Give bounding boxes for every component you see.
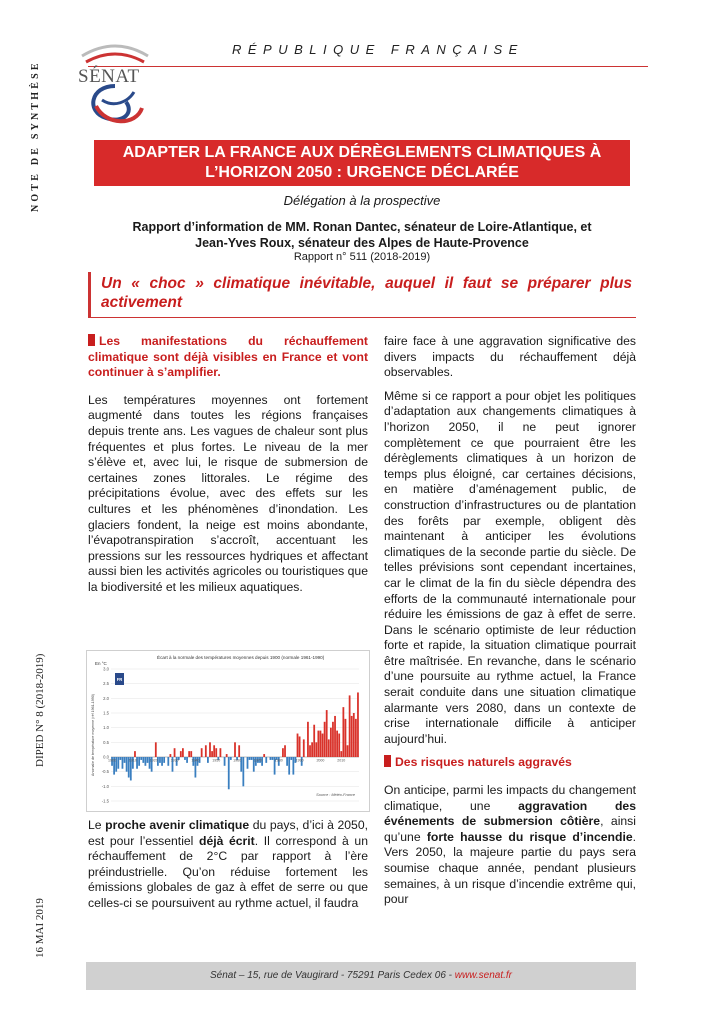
- left-column: [88, 334, 368, 604]
- y-tick-label: -1.0: [101, 783, 109, 789]
- chart-bar: [357, 692, 359, 757]
- chart-bar: [205, 745, 207, 757]
- chart-bar: [117, 757, 119, 769]
- y-tick-label: -1.5: [101, 798, 109, 804]
- x-tick-label: 1960: [233, 758, 242, 763]
- heading-text: Des risques naturels aggravés: [395, 755, 572, 770]
- chart-bar: [251, 757, 253, 760]
- y-tick-label: 1.0: [103, 725, 109, 731]
- y-tick-label: 2.0: [103, 695, 109, 701]
- paragraph-temperatures: Les températures moyennes ont fortement augmenté dans toutes les régions françaises depuis trente ans. Les vagues de chaleur sont plus fréquentes et plus fortes. Le niveau de la mer s’élève et, avec lui, le risque de submersion de certaines zones littorales. Le régime des précipitations évolue, avec des effets sur les cultures et les phénomènes d’inondation. Les glaciers fondent, la neige est moins abondante, l’évapotranspiration s’accroît, accentuant les pressions sur les ressources hydriques et affectant aussi bien les activités agricoles ou touristiques que la biodiversité et les milieux aquatiques.: [88, 392, 368, 594]
- chart-bar: [138, 757, 140, 766]
- x-tick-label: 1980: [274, 758, 283, 763]
- y-tick-label: 0.0: [103, 754, 109, 760]
- chart-bar: [347, 745, 349, 757]
- chart-title: Écart à la normale des températures moyennes depuis 1900 (normale 1961-1990): [157, 655, 325, 660]
- chart-bar: [142, 757, 144, 763]
- right-column: [384, 334, 636, 916]
- chart-bar: [336, 731, 338, 757]
- chart-bar: [328, 739, 330, 757]
- chart-bar: [228, 757, 230, 789]
- chart-bar: [338, 734, 340, 757]
- lead-statement: Un « choc » climatique inévitable, auquel il faut se préparer plus activement: [88, 272, 636, 318]
- heading-marker-icon: [384, 755, 391, 767]
- delegation-name: Délégation à la prospective: [283, 193, 441, 208]
- x-tick-label: 1990: [295, 758, 304, 763]
- chart-bar: [207, 757, 209, 763]
- x-tick-label: 1900: [108, 758, 117, 763]
- header-rule: [88, 66, 648, 67]
- senat-logo-text: SÉNAT: [78, 66, 140, 87]
- chart-bar: [134, 751, 136, 757]
- chart-unit: En °C: [95, 661, 107, 666]
- x-tick-label: 1940: [191, 758, 200, 763]
- note-de-synthese-label: NOTE DE SYNTHÈSE: [30, 60, 41, 212]
- chart-bar: [297, 734, 299, 757]
- y-tick-label: 3.0: [103, 666, 109, 672]
- chart-bar: [351, 716, 353, 757]
- chart-bar: [334, 716, 336, 757]
- text-run: . Vers 2050, la majeure partie du pays sera soumise chaque année, pendant plusieurs semaines, à un risque d’incendie extrême qui, pour: [384, 829, 636, 907]
- emphasis-submersion: aggravation des événements de submersion côtière: [384, 798, 636, 829]
- title-line-2: L’HORIZON 2050 : URGENCE DÉCLARÉE: [205, 164, 519, 181]
- chart-bar: [170, 754, 172, 757]
- chart-bar: [184, 757, 186, 760]
- emphasis-proche-avenir: proche avenir climatique: [105, 818, 250, 832]
- chart-bar: [188, 751, 190, 757]
- chart-bar: [272, 757, 274, 760]
- chart-bar: [345, 719, 347, 757]
- chart-bar: [182, 748, 184, 757]
- chart-bar: [332, 722, 334, 757]
- chart-bar: [211, 751, 213, 757]
- chart-bar: [144, 757, 146, 766]
- y-axis-label: Anomalie de température moyenne (réf 1961-1990): [91, 694, 95, 776]
- footer-address: Sénat – 15, rue de Vaugirard - 75291 Paris Cedex 06 -: [209, 970, 455, 981]
- heading-marker-icon: [88, 334, 95, 346]
- chart-bar: [311, 742, 313, 757]
- authors-block: [90, 219, 634, 251]
- chart-bar: [292, 757, 294, 775]
- chart-bar: [124, 757, 126, 763]
- paragraph-horizon: Même si ce rapport a pour objet les politiques d’adaptation aux changements climatiques à l’horizon 2050, il ne peut ignorer complètement ce que pourraient être les dérèglements climatiques à un horizon de temps plus éloigné, car certaines décisions, en matière d’aménagement public, de construction d’infrastructures ou de plantation des forêts par exemple, obligent dès maintenant à anticiper les évolutions climatiques de la seconde partie du siècle. De telles prévisions sont cependant incertaines, car le climat de la fin du siècle dépendra des efforts de la communauté internationale pour réduire les émissions de gaz à effet de serre. Dans le scénario optimiste de leur réduction forte et rapide, la situation climatique pourrait être maîtrisée. En revanche, dans le scénario d’une poursuite au rythme actuel, la France serait conduite dans une situation climatique alarmante vers 2080, dans un contexte de crise internationale difficile à anticiper aujourd’hui.: [384, 388, 636, 746]
- chart-canvas: [87, 651, 369, 811]
- chart-bar: [242, 757, 244, 786]
- chart-bar: [238, 745, 240, 757]
- chart-bar: [263, 754, 265, 757]
- text-run: . Il correspond à un réchauffement de 2°C par rapport à l’ère préindustrielle. Qu’on réduise fortement les émissions globales de gaz à effet de serre ou que celles-ci se poursuivent au rythme actuel, il faudra: [88, 833, 368, 910]
- chart-bar: [249, 757, 251, 760]
- chart-bar: [284, 745, 286, 757]
- chart-bar: [309, 745, 311, 757]
- title-line-1: ADAPTER LA FRANCE AUX DÉRÈGLEMENTS CLIMATIQUES À: [122, 144, 602, 161]
- chart-bar: [282, 748, 284, 757]
- chart-bar: [163, 757, 165, 763]
- chart-bar: [320, 731, 322, 757]
- chart-bar: [186, 757, 188, 763]
- x-tick-label: 1920: [149, 758, 158, 763]
- y-tick-label: -0.5: [101, 769, 109, 775]
- paragraph-risques: [384, 783, 636, 908]
- chart-bar: [324, 722, 326, 757]
- chart-bar: [140, 757, 142, 760]
- senat-logo: [76, 42, 154, 134]
- chart-bar: [286, 757, 288, 766]
- chart-bar: [234, 742, 236, 757]
- date-label: 16 MAI 2019: [34, 898, 46, 958]
- chart-bar: [226, 754, 228, 757]
- chart-bar: [299, 736, 301, 757]
- paragraph-aggravation: faire face à une aggravation significative des divers impacts du réchauffement déjà observables.: [384, 334, 636, 380]
- chart-bar: [265, 757, 267, 763]
- chart-bar: [355, 719, 357, 757]
- chart-bar: [322, 734, 324, 757]
- chart-bar: [119, 757, 121, 760]
- authors-line-1: Rapport d’information de MM. Ronan Dantec, sénateur de Loire-Atlantique, et: [132, 220, 592, 234]
- chart-bar: [349, 695, 351, 757]
- chart-bar: [167, 757, 169, 766]
- text-run: On anticipe, parmi les impacts du changement climatique, une: [384, 783, 636, 813]
- chart-bar: [180, 751, 182, 757]
- x-tick-label: 2010: [337, 758, 346, 763]
- left-column-continued: [88, 818, 368, 920]
- diped-label: DIPED N° 8 (2018-2019): [34, 653, 46, 767]
- chart-bar: [303, 739, 305, 757]
- x-tick-label: 1950: [212, 758, 221, 763]
- chart-bar: [201, 748, 203, 757]
- chart-bar: [340, 751, 342, 757]
- section-heading-manifestations: [88, 334, 368, 381]
- chart-bar: [326, 710, 328, 757]
- x-tick-label: 1930: [170, 758, 179, 763]
- fr-badge-label: FR: [116, 677, 123, 682]
- chart-bar: [213, 745, 215, 757]
- y-tick-label: 0.5: [103, 739, 109, 745]
- text-run: , ainsi qu’une: [384, 814, 636, 844]
- y-tick-label: 1.5: [103, 710, 109, 716]
- text-run: Le: [88, 818, 106, 832]
- heading-text: Les manifestations du réchauffement climatique sont déjà visibles en France et vont continuer à s’amplifier.: [88, 334, 368, 380]
- chart-bar: [174, 748, 176, 757]
- chart-bar: [220, 748, 222, 757]
- chart-bar: [190, 751, 192, 757]
- rapport-number: Rapport n° 511 (2018-2019): [293, 251, 431, 263]
- chart-bar: [224, 757, 226, 766]
- chart-bar: [155, 742, 157, 757]
- republique-francaise-header: [232, 42, 524, 57]
- title-banner: [94, 140, 630, 186]
- chart-bar: [315, 742, 317, 757]
- footer-website-link[interactable]: www.senat.fr: [454, 970, 513, 981]
- chart-bar: [159, 757, 161, 763]
- chart-bar: [330, 728, 332, 757]
- section-heading-risques: [384, 755, 636, 771]
- chart-bar: [270, 757, 272, 760]
- paragraph-proche-avenir: [88, 818, 368, 912]
- chart-bar: [122, 757, 124, 769]
- chart-bar: [290, 757, 292, 760]
- chart-bar: [126, 757, 128, 772]
- chart-bar: [215, 748, 217, 757]
- emphasis-incendie: forte hausse du risque d’incendie: [426, 829, 633, 844]
- chart-bar: [307, 722, 309, 757]
- chart-bar: [317, 731, 319, 757]
- chart-bar: [209, 742, 211, 757]
- footer-bar: [86, 962, 636, 990]
- text-run: du pays, d’ici à 2050, est pour l’essentiel: [88, 818, 368, 848]
- republique-text: RÉPUBLIQUE FRANÇAISE: [232, 42, 524, 57]
- x-tick-label: 1910: [128, 758, 137, 763]
- chart-bar: [247, 757, 249, 769]
- chart-bar: [342, 707, 344, 757]
- senat-logo-icon: [76, 42, 154, 134]
- y-tick-label: 2.5: [103, 681, 109, 687]
- chart-bar: [161, 757, 163, 766]
- x-tick-label: 1970: [253, 758, 262, 763]
- emphasis-deja-ecrit: déjà écrit: [199, 833, 255, 848]
- temperature-anomaly-chart: [86, 650, 370, 812]
- chart-bar: [147, 757, 149, 763]
- chart-source: Source : Météo-France: [316, 793, 355, 797]
- chart-bar: [353, 713, 355, 757]
- x-tick-label: 2000: [316, 758, 325, 763]
- chart-bar: [230, 757, 232, 760]
- chart-bar: [313, 725, 315, 757]
- chart-bar: [288, 757, 290, 775]
- authors-line-2: Jean-Yves Roux, sénateur des Alpes de Haute-Provence: [195, 236, 529, 250]
